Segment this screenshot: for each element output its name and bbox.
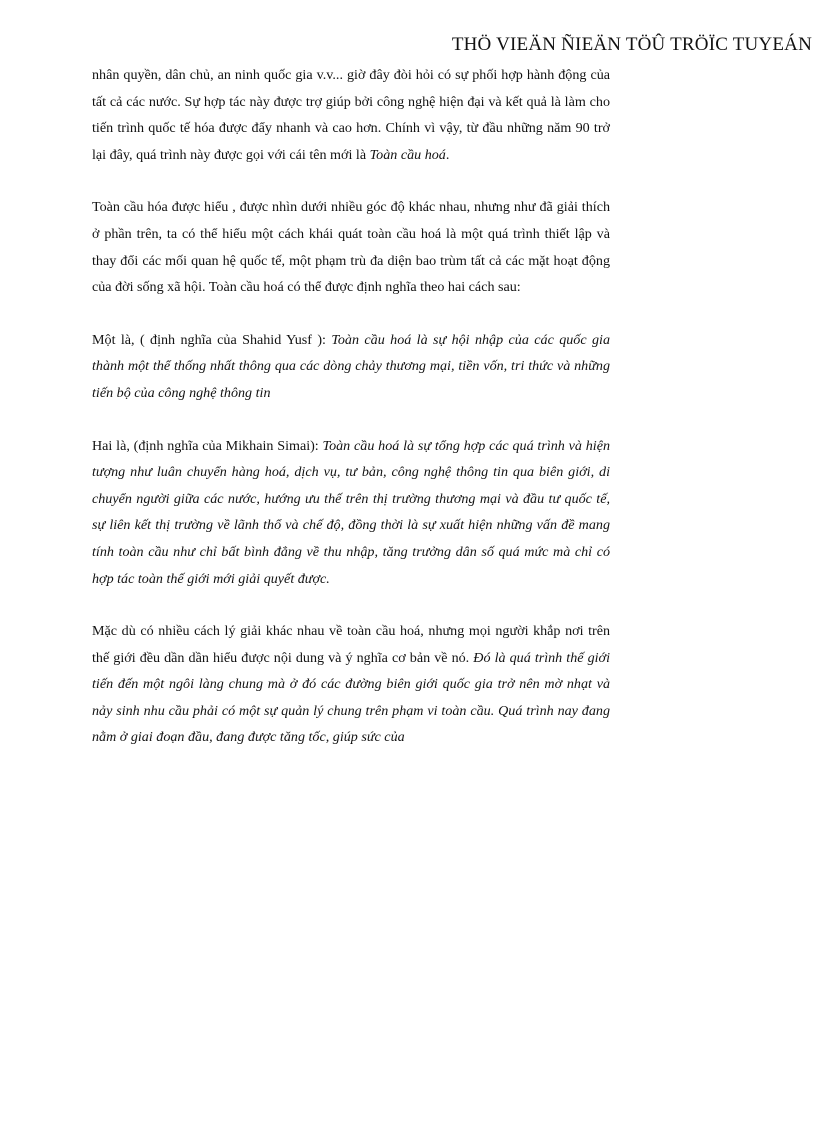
paragraph-1-italic: Toàn cầu hoá — [369, 146, 446, 163]
paragraph-4-text: Hai là, (định nghĩa của Mikhain Simai): — [92, 437, 323, 454]
paragraph-5 — [92, 618, 610, 751]
paragraph-3 — [92, 327, 610, 407]
paragraph-1 — [92, 62, 610, 168]
paragraph-2-text: Toàn cầu hóa được hiểu , được nhìn dưới nhiều góc độ khác nhau, nhưng như đã giải thích ở phần trên, ta có thể hiểu một cách khái quát toàn cầu hoá là một quá trình thiết lập và thay đổi các mối quan hệ quốc tế, một phạm trù đa diện bao trùm tất cả các mặt hoạt động của đời sống xã hội. Toàn cầu hoá có thể được định nghĩa theo hai cách sau: — [92, 199, 610, 296]
paragraph-2 — [92, 194, 610, 300]
paragraph-3-italic: Toàn cầu hoá là sự hội nhập của các quốc gia thành một thể thống nhất thông qua các dòng chảy thương mại, tiền vốn, tri thức và những tiến bộ của công nghệ thông tin — [92, 331, 610, 401]
document-body — [92, 62, 610, 751]
paragraph-4 — [92, 433, 610, 593]
paragraph-3-text: Một là, ( định nghĩa của Shahid Yusf ): — [92, 331, 332, 348]
paragraph-5-text: Mặc dù có nhiều cách lý giải khác nhau về toàn cầu hoá, nhưng mọi người khắp nơi trên thế giới đều dần dần hiểu được nội dung và ý nghĩa cơ bản về nó. — [92, 623, 610, 666]
paragraph-1-text: nhân quyền, dân chủ, an ninh quốc gia v.v... giờ đây đòi hỏi có sự phối hợp hành động của tất cả các nước. Sự hợp tác này được trợ giúp bởi công nghệ hiện đại và kết quả là làm cho tiến trình quốc tế hóa được đẩy nhanh và cao hơn. Chính vì vậy, từ đầu những năm 90 trở lại đây, quá trình này được gọi với cái tên mới là — [92, 67, 610, 163]
header-title: THÖ VIEÄN ÑIEÄN TÖÛ TRÖÏC TUYEÁN — [451, 34, 812, 55]
paragraph-4-italic: Toàn cầu hoá là sự tổng hợp các quá trình và hiện tượng như luân chuyển hàng hoá, dịch vụ, tư bản, công nghệ thông tin qua biên giới, di chuyển người giữa các nước, hướng ưu thế trên thị trường thương mại và đầu tư quốc tế, sự liên kết thị trường về lãnh thổ và chế độ, đồng thời là sự xuất hiện những vấn đề mang tính toàn cầu như chỉ bất bình đẳng về thu nhập, tăng trưởng dân số quá mức mà chỉ có hợp tác toàn thế giới mới giải quyết được. — [92, 437, 610, 587]
paragraph-5-italic: Đó là quá trình thế giới tiến đến một ngôi làng chung mà ở đó các đường biên giới quốc gia trở nên mờ nhạt và nảy sinh nhu cầu phải có một sự quản lý chung trên phạm vi toàn cầu. Quá trình nay đang nằm ở giai đoạn đầu, đang được tăng tốc, giúp sức của — [92, 649, 610, 746]
paragraph-1-tail: . — [445, 146, 450, 163]
